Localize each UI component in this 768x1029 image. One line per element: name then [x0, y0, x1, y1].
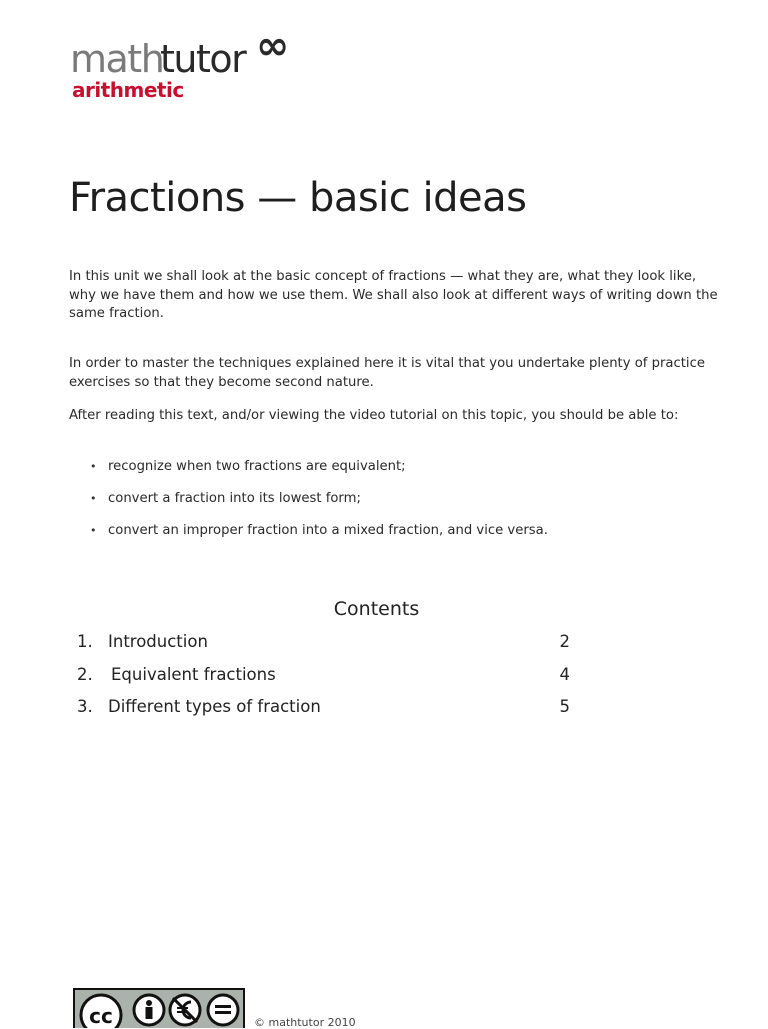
list-item: [90, 458, 548, 490]
sa-icon: [208, 995, 238, 1025]
objective-text: convert an improper fraction into a mixed fraction, and vice versa.: [108, 523, 548, 538]
toc-item-different-types[interactable]: [77, 697, 577, 730]
toc-item-equivalent-fractions[interactable]: [77, 665, 577, 698]
toc-title: Equivalent fractions: [111, 664, 276, 684]
list-item: [90, 522, 548, 554]
toc-item-introduction[interactable]: [77, 632, 577, 665]
toc-page-number: 2: [559, 632, 570, 651]
logo-subtitle: arithmetic: [72, 78, 184, 102]
intro-paragraph: In this unit we shall look at the basic concept of fractions — what they are, what they look like, why we have them and how we use them. We shall also look at different ways of writing down the same fraction.: [69, 269, 718, 321]
cc-icon-text: cc: [89, 1004, 113, 1028]
toc-number: 1.: [77, 632, 93, 651]
objectives-list: [90, 458, 548, 554]
by-icon: [134, 995, 164, 1025]
list-item: [90, 490, 548, 522]
infinity-icon: ∞: [256, 23, 290, 69]
toc-page-number: 4: [559, 664, 570, 684]
logo-wordmark: [70, 23, 310, 82]
objective-text: convert a fraction into its lowest form;: [108, 491, 361, 506]
objective-text: recognize when two fractions are equivalent;: [108, 459, 406, 474]
bullet-icon: •: [90, 460, 97, 473]
toc-number: 3.: [77, 697, 93, 716]
practice-paragraph: In order to master the techniques explained here it is vital that you undertake plenty of practice exercises so that they become second nature.: [69, 356, 705, 390]
toc-title: Introduction: [108, 632, 208, 651]
objectives-lead-paragraph: After reading this text, and/or viewing the video tutorial on this topic, you should be able to:: [69, 408, 679, 423]
copyright-text: © mathtutor 2010: [254, 1016, 356, 1029]
bullet-icon: •: [90, 524, 97, 537]
toc-page-number: 5: [559, 697, 570, 716]
bullet-icon: •: [90, 492, 97, 505]
logo-tutor-text: tutor: [160, 37, 246, 81]
mathtutor-logo: [70, 23, 310, 102]
contents-heading: Contents: [333, 598, 420, 620]
toc-number: 2.: [77, 664, 93, 684]
nc-euro-icon: [170, 995, 200, 1025]
table-of-contents: [77, 632, 577, 730]
logo-math-text: math: [70, 37, 164, 81]
cc-icon: [81, 995, 121, 1028]
page-title: Fractions — basic ideas: [69, 175, 527, 221]
toc-title: Different types of fraction: [108, 697, 321, 716]
creative-commons-license-badge[interactable]: [73, 988, 245, 1028]
license-icons: [75, 990, 245, 1028]
